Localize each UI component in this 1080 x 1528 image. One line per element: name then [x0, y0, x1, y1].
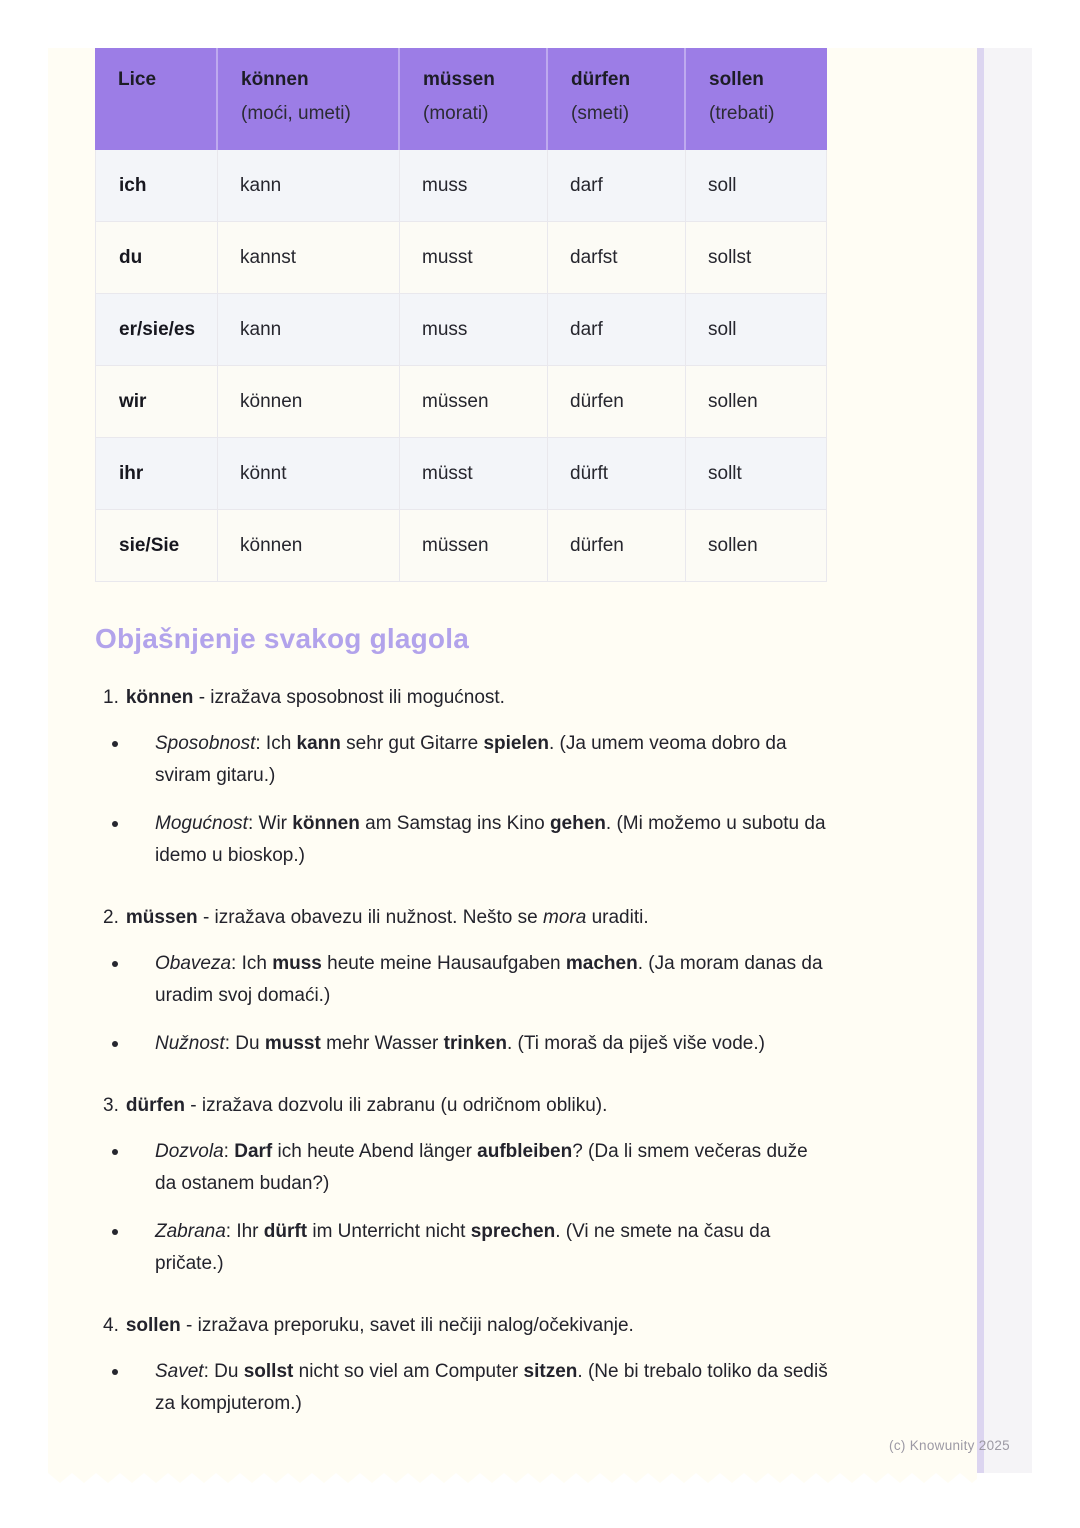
- text-segment: : Wir: [247, 813, 293, 834]
- text-segment: musst: [264, 1033, 321, 1054]
- person-cell: sie/Sie: [95, 510, 218, 582]
- item-number: 4.: [103, 1315, 119, 1336]
- text-segment: - izražava sposobnost ili mogućnost.: [193, 687, 505, 708]
- person-cell: er/sie/es: [95, 294, 218, 366]
- text-segment: müssen: [125, 907, 198, 928]
- text-segment: heute meine Hausaufgaben: [321, 953, 566, 974]
- text-segment: - izražava preporuku, savet ili nečiji nalog/očekivanje.: [180, 1315, 634, 1336]
- text-segment: Dozvola: [155, 1141, 224, 1162]
- conjugation-cell: sollen: [686, 510, 827, 582]
- verb-intro: [103, 1090, 830, 1122]
- bullet-icon: [112, 1149, 118, 1155]
- bullet-text: [155, 1221, 770, 1274]
- item-number: 3.: [103, 1095, 119, 1116]
- text-segment: - izražava dozvolu ili zabranu (u odričnom obliku).: [184, 1095, 608, 1116]
- table-header-cell: [400, 48, 548, 150]
- conjugation-cell: darf: [548, 150, 686, 222]
- bullet-item: [103, 808, 830, 872]
- verb-item: [103, 1310, 830, 1420]
- bullet-icon: [112, 1369, 118, 1375]
- bullet-text: [155, 1361, 828, 1414]
- text-segment: sollen: [125, 1315, 181, 1336]
- text-segment: ? (Da li smem večeras duže da ostanem budan?): [155, 1141, 808, 1194]
- torn-paper-edge-decoration: [48, 1473, 977, 1483]
- conjugation-cell: dürft: [548, 438, 686, 510]
- verb-explanations-list: [95, 682, 830, 1420]
- table-header-cell: [686, 48, 827, 150]
- table-row: [95, 294, 827, 366]
- text-segment: dürft: [263, 1221, 308, 1242]
- item-number: 1.: [103, 687, 119, 708]
- conjugation-cell: kannst: [218, 222, 400, 294]
- text-segment: Savet: [155, 1361, 204, 1382]
- person-cell: wir: [95, 366, 218, 438]
- table-row: [95, 150, 827, 222]
- page-edge-divider: [977, 48, 984, 1473]
- text-segment: mora: [543, 907, 587, 928]
- conjugation-cell: können: [218, 510, 400, 582]
- conjugation-cell: kann: [218, 150, 400, 222]
- bullet-text: [155, 1141, 808, 1194]
- table-header-cell: [218, 48, 400, 150]
- text-segment: Mogućnost: [155, 813, 248, 834]
- text-segment: nicht so viel am Computer: [293, 1361, 524, 1382]
- header-translation-label: [118, 101, 210, 127]
- conjugation-cell: sollst: [686, 222, 827, 294]
- text-segment: sitzen: [523, 1361, 578, 1382]
- table-row: [95, 366, 827, 438]
- header-verb-label: müssen: [423, 69, 495, 90]
- example-bullets: [103, 1356, 830, 1420]
- header-translation-label: (moći, umeti): [241, 103, 351, 124]
- conjugation-cell: können: [218, 366, 400, 438]
- text-segment: mehr Wasser: [320, 1033, 444, 1054]
- conjugation-cell: dürfen: [548, 366, 686, 438]
- table-head: [95, 48, 827, 150]
- text-segment: gehen: [549, 813, 606, 834]
- section-heading: Objašnjenje svakog glagola: [95, 623, 469, 654]
- conjugation-cell: muss: [400, 294, 548, 366]
- text-segment: . (Ne bi trebalo toliko da sediš za kompjuterom.): [155, 1361, 828, 1414]
- text-segment: ich heute Abend länger: [272, 1141, 478, 1162]
- text-segment: Nužnost: [155, 1033, 225, 1054]
- text-segment: :: [223, 1141, 235, 1162]
- person-cell: ich: [95, 150, 218, 222]
- text-segment: muss: [272, 953, 322, 974]
- bullet-item: [103, 1356, 830, 1420]
- conjugation-cell: muss: [400, 150, 548, 222]
- document-content: [95, 48, 830, 1420]
- table-row: [95, 438, 827, 510]
- conjugation-cell: müsst: [400, 438, 548, 510]
- conjugation-cell: soll: [686, 294, 827, 366]
- text-segment: . (Ja umem veoma dobro da sviram gitaru.): [155, 733, 787, 786]
- text-segment: Sposobnost: [155, 733, 256, 754]
- header-translation-label: (trebati): [709, 103, 775, 124]
- person-cell: du: [95, 222, 218, 294]
- text-segment: sprechen: [470, 1221, 556, 1242]
- text-segment: aufbleiben: [477, 1141, 573, 1162]
- text-segment: dürfen: [125, 1095, 185, 1116]
- bullet-text: [155, 1033, 765, 1054]
- text-segment: sollst: [243, 1361, 294, 1382]
- text-segment: spielen: [483, 733, 549, 754]
- header-verb-label: Lice: [118, 69, 157, 90]
- text-segment: machen: [565, 953, 638, 974]
- copyright-note: (c) Knowunity 2025: [889, 1438, 1010, 1453]
- conjugation-cell: müssen: [400, 366, 548, 438]
- header-verb-label: können: [241, 69, 309, 90]
- text-segment: Obaveza: [155, 953, 232, 974]
- verb-item: [103, 1090, 830, 1280]
- text-segment: am Samstag ins Kino: [359, 813, 550, 834]
- table-header-row: [95, 48, 827, 150]
- explanations-section: [95, 622, 830, 1420]
- text-segment: : Ich: [255, 733, 297, 754]
- text-segment: Darf: [234, 1141, 273, 1162]
- bullet-item: [103, 1216, 830, 1280]
- text-segment: im Unterricht nicht: [307, 1221, 471, 1242]
- document-card: [48, 48, 977, 1473]
- conjugation-cell: darf: [548, 294, 686, 366]
- header-translation-label: (morati): [423, 103, 489, 124]
- text-segment: . (Ja moram danas da uradim svoj domaći.): [155, 953, 823, 1006]
- verb-intro-text: [126, 907, 649, 928]
- bullet-item: [103, 1028, 830, 1060]
- conjugation-cell: musst: [400, 222, 548, 294]
- header-verb-label: dürfen: [571, 69, 631, 90]
- bullet-icon: [112, 1229, 118, 1235]
- verb-item: [103, 682, 830, 872]
- text-segment: sehr gut Gitarre: [340, 733, 484, 754]
- bullet-text: [155, 813, 826, 866]
- verb-intro: [103, 902, 830, 934]
- header-translation-label: (smeti): [571, 103, 630, 124]
- bullet-icon: [112, 741, 118, 747]
- verb-intro-text: [126, 1095, 608, 1116]
- verb-item: [103, 902, 830, 1060]
- item-number: 2.: [103, 907, 119, 928]
- example-bullets: [103, 1136, 830, 1280]
- conjugation-cell: kann: [218, 294, 400, 366]
- text-segment: . (Vi ne smete na času da pričate.): [155, 1221, 771, 1274]
- bullet-icon: [112, 961, 118, 967]
- bullet-text: [155, 733, 787, 786]
- text-segment: Zabrana: [155, 1221, 226, 1242]
- table-header-cell: [548, 48, 686, 150]
- table-header-cell: [95, 48, 218, 150]
- conjugation-cell: soll: [686, 150, 827, 222]
- conjugation-cell: dürfen: [548, 510, 686, 582]
- text-segment: können: [125, 687, 194, 708]
- conjugation-cell: könnt: [218, 438, 400, 510]
- table-body: [95, 150, 827, 582]
- text-segment: . (Ti moraš da piješ više vode.): [506, 1033, 765, 1054]
- bullet-icon: [112, 821, 118, 827]
- table-row: [95, 510, 827, 582]
- text-segment: kann: [296, 733, 341, 754]
- example-bullets: [103, 948, 830, 1060]
- person-cell: ihr: [95, 438, 218, 510]
- bullet-item: [103, 1136, 830, 1200]
- verb-intro: [103, 682, 830, 714]
- text-segment: : Du: [203, 1361, 244, 1382]
- bullet-item: [103, 948, 830, 1012]
- table-row: [95, 222, 827, 294]
- header-verb-label: sollen: [709, 69, 764, 90]
- bullet-icon: [112, 1041, 118, 1047]
- text-segment: : Ihr: [225, 1221, 264, 1242]
- modal-verbs-conjugation-table: [95, 48, 827, 582]
- text-segment: können: [292, 813, 360, 834]
- bullet-text: [155, 953, 823, 1006]
- text-segment: : Du: [224, 1033, 265, 1054]
- text-segment: - izražava obavezu ili nužnost. Nešto se: [197, 907, 544, 928]
- text-segment: trinken: [443, 1033, 507, 1054]
- conjugation-cell: sollen: [686, 366, 827, 438]
- right-margin-strip: [984, 48, 1032, 1473]
- verb-intro-text: [126, 1315, 634, 1336]
- example-bullets: [103, 728, 830, 872]
- text-segment: uraditi.: [586, 907, 649, 928]
- conjugation-cell: darfst: [548, 222, 686, 294]
- bullet-item: [103, 728, 830, 792]
- conjugation-cell: müssen: [400, 510, 548, 582]
- conjugation-cell: sollt: [686, 438, 827, 510]
- text-segment: : Ich: [231, 953, 273, 974]
- text-segment: . (Mi možemo u subotu da idemo u bioskop.): [155, 813, 826, 866]
- verb-intro: [103, 1310, 830, 1342]
- verb-intro-text: [126, 687, 505, 708]
